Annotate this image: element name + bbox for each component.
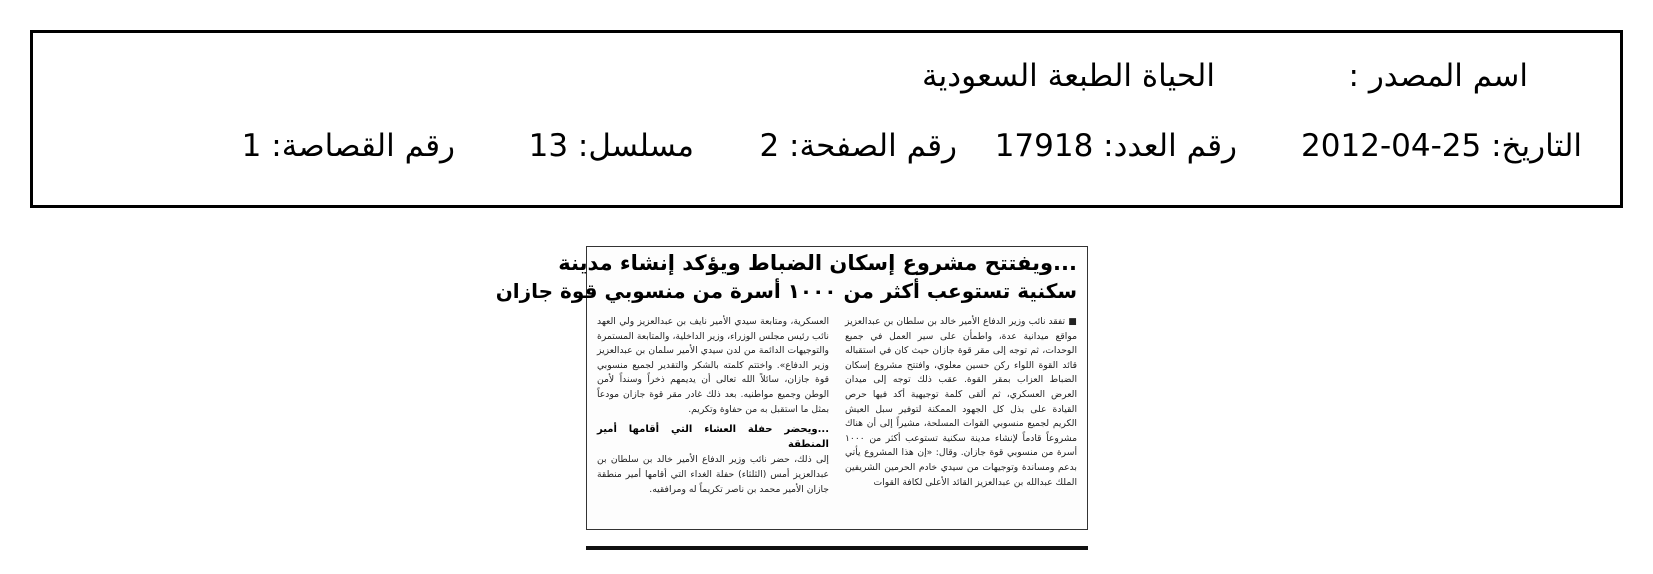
page-number-field: رقم الصفحة: 2 [759,128,957,164]
article-column-right [845,315,1077,490]
article-title-line1: ...ويفتتح مشروع إسكان الضباط ويؤكد إنشاء مدينة [558,251,1077,275]
bullet-icon: ■ [1068,317,1077,327]
article-body-right: تفقد نائب وزير الدفاع الأمير خالد بن سلطان بن عبدالعزيز مواقع ميدانية عدة، واطمأن على سير العمل في جميع الوحدات، ثم توجه إلى مقر قوة جازان حيث كان في استقباله قائد القوة اللواء ركن حسين معلوي، وافتتح مشروع إسكان الضباط العزاب بمقر القوة. عقب ذلك توجه إلى ميدان العرض العسكري، ثم ألقى كلمة توجيهية أكد فيها حرص القيادة على بذل كل الجهود الممكنة لتوفير سبل العيش الكريم لجميع منسوبي القوات المسلحة، مشيراً إلى أن هناك مشروعاً قادماً لإنشاء مدينة سكنية تستوعب أكثر من ١٠٠٠ أسرة من منسوبي قوة جازان. وقال: «إن هذا المشروع يأتي بدعم ومساندة وتوجيهات من سيدي خادم الحرمين الشريفين الملك عبدالله بن عبدالعزيز القائد الأعلى لكافة القوات [845,316,1077,488]
issue-number-field: رقم العدد: 17918 [994,128,1237,164]
article-title-line2: سكنية تستوعب أكثر من ١٠٠٠ أسرة من منسوبي قوة جازان [495,279,1077,303]
source-info-box [30,30,1623,208]
source-value: الحياة الطبعة السعودية [922,58,1215,94]
article-body-left: العسكرية، ومتابعة سيدي الأمير نايف بن عبدالعزيز ولي العهد نائب رئيس مجلس الوزراء، وزير الداخلية، والمتابعة المستمرة والتوجيهات الدائمة من لدن سيدي الأمير سلمان بن عبدالعزيز وزير الدفاع». واختتم كلمته بالشكر والتقدير لجميع منسوبي قوة جازان، سائلاً الله تعالى أن يديمهم ذخراً وسنداً لأمن الوطن وجميع مواطنيه. بعد ذلك غادر مقر قوة جازان مودعاً بمثل ما استقبل به من حفاوة وتكريم. [597,316,829,415]
clip-number-field: رقم القصاصة: 1 [241,128,455,164]
date-field: التاريخ: 25-04-2012 [1301,128,1582,164]
serial-field: مسلسل: 13 [528,128,694,164]
article-body-left-2: إلى ذلك، حضر نائب وزير الدفاع الأمير خالد بن سلطان بن عبدالعزيز أمس (الثلثاء) حفلة الغداء التي أقامها أمير منطقة جازان الأمير محمد بن ناصر تكريماً له ومرافقيه. [597,454,829,495]
newspaper-clipping [495,246,1088,530]
metadata-row [152,128,1582,171]
article-column-left [597,315,829,497]
source-label: اسم المصدر : [1348,58,1528,94]
article-subheading: ...ويحضر حفلة العشاء التي أقامها أمير المنطقة [597,424,829,450]
clip-bottom-rule [586,546,1088,550]
